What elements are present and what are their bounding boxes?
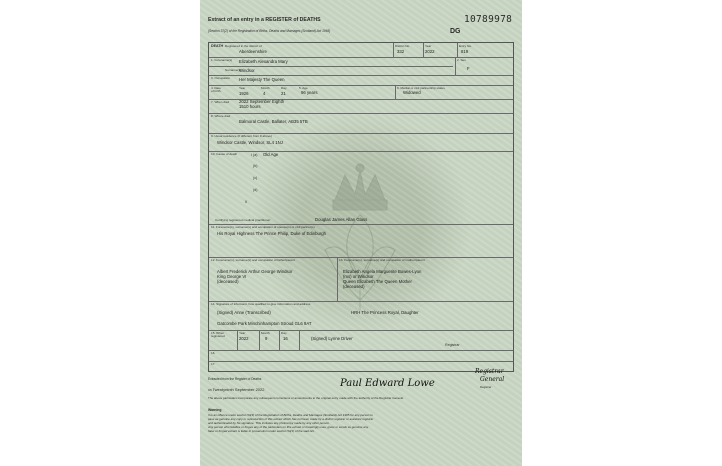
- extract-date: Twentyninth September 2022: [212, 387, 265, 392]
- year-label: Year: [425, 44, 432, 48]
- where-died-value: Balmoral Castle, Ballater, AB35 5TB: [239, 119, 308, 124]
- father-name: Albert Frederick Arthur George Windsor: [217, 269, 293, 274]
- dob-month-label: Month: [261, 86, 270, 90]
- reg-year-value: 2022: [239, 336, 249, 341]
- entry-no-label: Entry No.: [459, 44, 472, 48]
- practitioner-value: Douglas James Allan Glass: [315, 217, 368, 222]
- extract-date-on: [208, 388, 264, 393]
- father-status: (deceased): [217, 279, 239, 284]
- surname-label: Surname(s): [225, 68, 242, 72]
- reg-month-value: 9: [265, 336, 268, 341]
- mother-title: Queen Elizabeth The Queen Mother: [343, 279, 412, 284]
- age-value: 96 years: [301, 90, 318, 95]
- corrections-note: The above particulars incorporate any subsequent corrections or amendments to the original entry made with the authority of the Registrar General.: [208, 396, 404, 400]
- document-title: Extract of an entry in a REGISTER of DEATHS: [208, 17, 321, 23]
- when-registered-label: 15. When registered: [211, 331, 225, 339]
- warning-line-4: Any person who falsifies or forges any of the particulars on this extract or knowingly uses, gives or sends as genuine any: [208, 425, 369, 429]
- year-value: 2022: [425, 49, 435, 54]
- practitioner-label: Certifying registered medical practitioner: [215, 218, 271, 222]
- marital-label: 6. Marital or civil partnership status: [397, 86, 445, 90]
- district-value: Aberdeenshire: [239, 49, 267, 54]
- cause-ii-label: II: [245, 200, 247, 204]
- reg-day-value: 16: [283, 336, 288, 341]
- entry-grid: [208, 42, 514, 372]
- warning-line-3: and authenticated by his signature. This includes any photocopy made by any other person.: [208, 421, 330, 425]
- father-title: King George VI: [217, 274, 247, 279]
- dob-year-label: Year: [239, 86, 246, 90]
- cause-d-label: (d): [253, 188, 258, 192]
- occupation-label: 3. Occupation: [211, 76, 231, 80]
- age-label: 5. Age: [299, 86, 308, 90]
- forenames-value: Elizabeth Alexandra Mary: [239, 59, 288, 64]
- informant-signature: (Signed) Anne (Transcribed): [217, 310, 271, 315]
- informant-label: 14. Signature of informant, how qualified to give information and address: [211, 302, 311, 306]
- mother-name: Elizabeth Angela Marguerite Bowes-Lyon: [343, 269, 422, 274]
- district-no-label: District No.: [395, 44, 411, 48]
- mother-label: 13. Forename(s), surname(s) and occupation of mother/parent: [339, 258, 425, 262]
- serial-number: 10789978: [464, 14, 513, 25]
- cause-a-label: I (a): [251, 153, 258, 157]
- spouse-value: His Royal Highness The Prince Philip, Duke of Edinburgh: [217, 231, 327, 236]
- registered-label: Registered in the district of: [225, 44, 262, 48]
- mother-maiden: (ms) or Windsor: [343, 274, 374, 279]
- father-label: 12. Forename(s), surname(s) and occupation of father/parent: [211, 258, 295, 262]
- sex-value: F: [467, 66, 470, 71]
- surname-value: Windsor: [239, 68, 255, 73]
- registrar-general-signature: Paul Edward Lowe: [340, 378, 435, 389]
- registrar-stamp: Registrar: [480, 385, 492, 389]
- warning-title: Warning: [208, 408, 222, 412]
- death-certificate: [200, 0, 522, 466]
- dob-year-value: 1926: [239, 91, 249, 96]
- cause-b-label: (b): [253, 164, 258, 168]
- series-code: DG: [450, 28, 461, 35]
- registrar-signature: (Signed) Lynne Driver: [311, 336, 353, 341]
- sex-label: 2. Sex: [457, 58, 466, 62]
- death-label: DEATH: [211, 44, 224, 48]
- entry-no-value: 819: [461, 49, 469, 54]
- document-subtitle: (Section 37(2) of the Registration of Births, Deaths and Marriages (Scotland) Act 1965): [208, 29, 331, 33]
- dob-label: 4. Date of birth: [211, 86, 221, 94]
- informant-address: Gatcombe Park Minchinhampton Stroud GL6 9AT: [217, 321, 312, 326]
- cause-a-value: Old Age: [263, 152, 279, 157]
- reg-day-label: Day: [281, 331, 287, 335]
- reg-year-label: Year: [239, 331, 246, 335]
- occupation-value: Her Majesty The Queen: [239, 77, 285, 82]
- registrar-general-title-1: Registrar: [475, 368, 504, 375]
- when-died-date: 2022 September Eighth: [239, 99, 285, 104]
- warning-line-1: It is an offence under section 53(3) of the Registration of Births, Deaths and Marriages (Scotland) Act 1965 for any person to: [208, 413, 373, 417]
- registrar-general-title-2: General: [480, 376, 505, 383]
- row-16-label: 16.: [211, 351, 216, 355]
- registrar-label: Registrar: [445, 343, 460, 347]
- mother-status: (deceased): [343, 284, 365, 289]
- when-died-label: 7. When died: [211, 100, 230, 104]
- district-no-value: 332: [397, 49, 405, 54]
- residence-value: Windsor Castle, Windsor, SL4 1NJ: [217, 140, 283, 145]
- dob-month-value: 4: [263, 91, 266, 96]
- dob-day-value: 21: [281, 91, 286, 96]
- where-died-label: 8. Where died: [211, 114, 231, 118]
- row-17-label: 17.: [211, 362, 216, 366]
- cause-c-label: (c): [253, 176, 258, 180]
- when-died-time: 1510 hours: [239, 104, 261, 109]
- informant-qualification: HRH The Princess Royal, Daughter: [351, 310, 419, 315]
- on-label: on: [208, 388, 212, 392]
- dob-day-label: Day: [281, 86, 287, 90]
- reg-month-label: Month: [261, 331, 270, 335]
- spouse-label: 11. Forename(s), surname(s) and occupation of spouse(s) or civil partner(s): [211, 225, 315, 229]
- warning-line-2: pass as genuine any copy or reproduction of this extract which has not been made by a district registrar or assistant registrar: [208, 417, 374, 421]
- forenames-label: 1. Forename(s): [211, 58, 233, 62]
- residence-label: 9. Usual residence (if different from 8 above): [211, 134, 272, 138]
- extracted-from: Extracted from the Register of Deaths: [208, 377, 262, 381]
- warning-line-5: false or forged extract is liable to prosecution under section 53(1) of the said Act.: [208, 429, 315, 433]
- marital-value: Widowed: [403, 90, 421, 95]
- cause-label: 10. Cause of death: [211, 152, 238, 156]
